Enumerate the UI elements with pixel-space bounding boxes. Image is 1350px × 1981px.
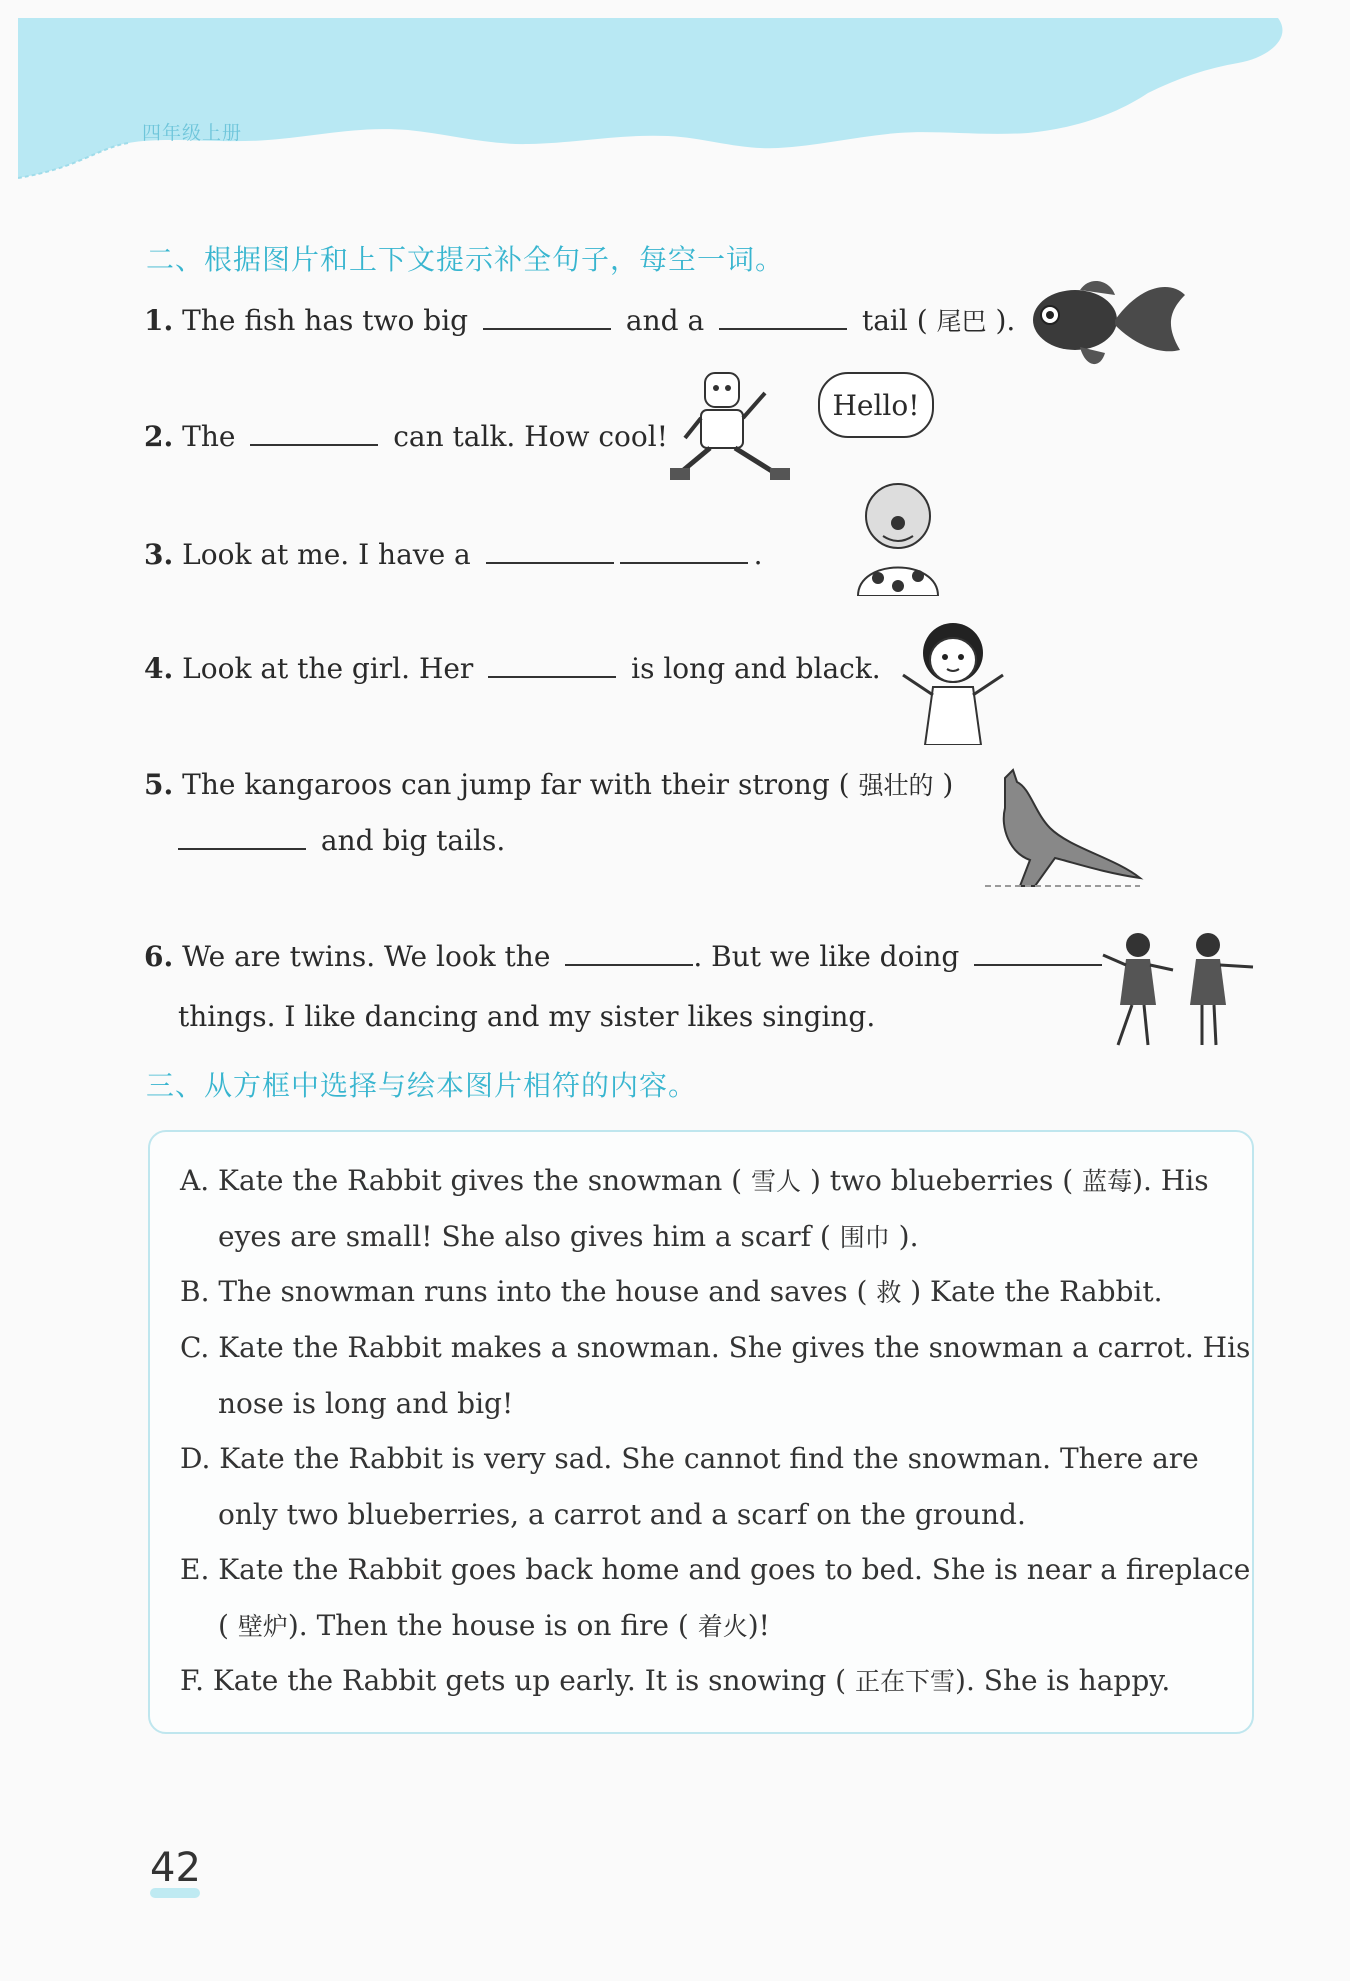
option-a-cn-2: 蓝莓 [1082, 1167, 1133, 1196]
kangaroo-illustration [975, 768, 1145, 897]
q1-number: 1. [144, 304, 174, 337]
q2-text-b: can talk. How cool! [393, 420, 668, 453]
clown-illustration [843, 478, 953, 600]
option-f [180, 1664, 1170, 1699]
q6-number: 6. [144, 940, 174, 973]
q6-text-a: We are twins. We look the [182, 940, 551, 973]
option-d-line2: only two blueberries, a carrot and a scarf on the ground. [218, 1498, 1026, 1531]
option-a-text-3: ). His [1132, 1164, 1209, 1197]
option-a-cn-1: 雪人 [751, 1167, 802, 1196]
q5-number: 5. [144, 768, 174, 801]
q1-blank-1[interactable] [483, 304, 611, 330]
q1-text-b: and a [625, 304, 705, 337]
section3-title: 三、从方框中选择与绘本图片相符的内容。 [146, 1069, 698, 1102]
q2-blank-1[interactable] [250, 420, 378, 446]
q1-text-d: ). [995, 304, 1016, 337]
option-e-text-3: )! [747, 1609, 770, 1642]
option-b [180, 1275, 1163, 1310]
q2-number: 2. [144, 420, 174, 453]
header-cloud-band [18, 18, 1318, 188]
option-a-line1 [180, 1164, 1209, 1199]
option-b-text-1: B. The snowman runs into the house and saves ( [180, 1275, 868, 1308]
q3-blank-2[interactable] [620, 538, 748, 564]
grade-label: 四年级上册 [142, 122, 243, 144]
q3-text-a: Look at me. I have a [182, 538, 471, 571]
q4-number: 4. [144, 652, 174, 685]
q3-number: 3. [144, 538, 174, 571]
option-c-line1: C. Kate the Rabbit makes a snowman. She gives the snowman a carrot. His [180, 1331, 1251, 1364]
option-a-cn-3: 围巾 [839, 1223, 890, 1252]
speech-bubble: Hello! [818, 372, 934, 438]
goldfish-illustration [1020, 275, 1190, 379]
option-f-text-2: ). She is happy. [955, 1664, 1171, 1697]
option-e-text-1: ( [218, 1609, 229, 1642]
option-a-text-1: A. Kate the Rabbit gives the snowman ( [180, 1164, 743, 1197]
section2-title: 二、根据图片和上下文提示补全句子，每空一词。 [146, 243, 785, 276]
q1-chinese-hint: 尾巴 [936, 307, 987, 336]
option-e-cn-2: 着火 [697, 1612, 748, 1641]
option-a-line2 [218, 1220, 918, 1255]
option-a-text-5: ). [898, 1220, 919, 1253]
q1-text-a: The fish has two big [182, 304, 469, 337]
q4-text-b: is long and black. [631, 652, 881, 685]
q1-blank-2[interactable] [719, 304, 847, 330]
option-e-text-2: ). Then the house is on fire ( [287, 1609, 689, 1642]
option-f-text-1: F. Kate the Rabbit gets up early. It is snowing ( [180, 1664, 847, 1697]
girl-illustration [893, 615, 1013, 749]
q2-text-a: The [182, 420, 236, 453]
question-5 [144, 768, 953, 803]
option-e-line1: E. Kate the Rabbit goes back home and goes to bed. She is near a fireplace [180, 1553, 1251, 1586]
question-4 [144, 652, 881, 686]
option-b-text-2: ) Kate the Rabbit. [910, 1275, 1163, 1308]
option-e-line2 [218, 1609, 770, 1644]
q5-text-b: ) [942, 768, 954, 801]
twins-illustration [1098, 925, 1258, 1054]
option-a-text-2: ) two blueberries ( [809, 1164, 1074, 1197]
q5-text-a: The kangaroos can jump far with their strong ( [182, 768, 850, 801]
q5-blank-1[interactable] [178, 824, 306, 850]
question-1 [144, 304, 1015, 339]
q6-line2: things. I like dancing and my sister likes singing. [178, 1000, 876, 1033]
q3-end: . [753, 538, 763, 571]
option-d-line1: D. Kate the Rabbit is very sad. She cannot find the snowman. There are [180, 1442, 1199, 1475]
q5-line2: and big tails. [320, 824, 506, 857]
question-6 [144, 940, 1108, 974]
option-c-line2: nose is long and big! [218, 1387, 514, 1420]
page-number: 42 [150, 1845, 201, 1891]
option-a-text-4: eyes are small! She also gives him a scarf ( [218, 1220, 831, 1253]
option-f-cn-1: 正在下雪 [855, 1667, 956, 1696]
robot-illustration [665, 368, 815, 497]
q3-blank-1[interactable] [486, 538, 614, 564]
question-5-line2 [178, 824, 505, 858]
q6-text-b: . But we like doing [693, 940, 960, 973]
option-b-cn-1: 救 [876, 1278, 902, 1307]
question-6-line2 [178, 1000, 875, 1034]
q4-blank-1[interactable] [488, 652, 616, 678]
q6-blank-1[interactable] [565, 940, 693, 966]
option-e-cn-1: 壁炉 [237, 1612, 288, 1641]
q5-chinese-hint: 强壮的 [858, 771, 934, 800]
question-2 [144, 420, 668, 454]
q4-text-a: Look at the girl. Her [182, 652, 474, 685]
q1-text-c: tail ( [861, 304, 928, 337]
q6-blank-2[interactable] [974, 940, 1102, 966]
question-3 [144, 538, 763, 572]
